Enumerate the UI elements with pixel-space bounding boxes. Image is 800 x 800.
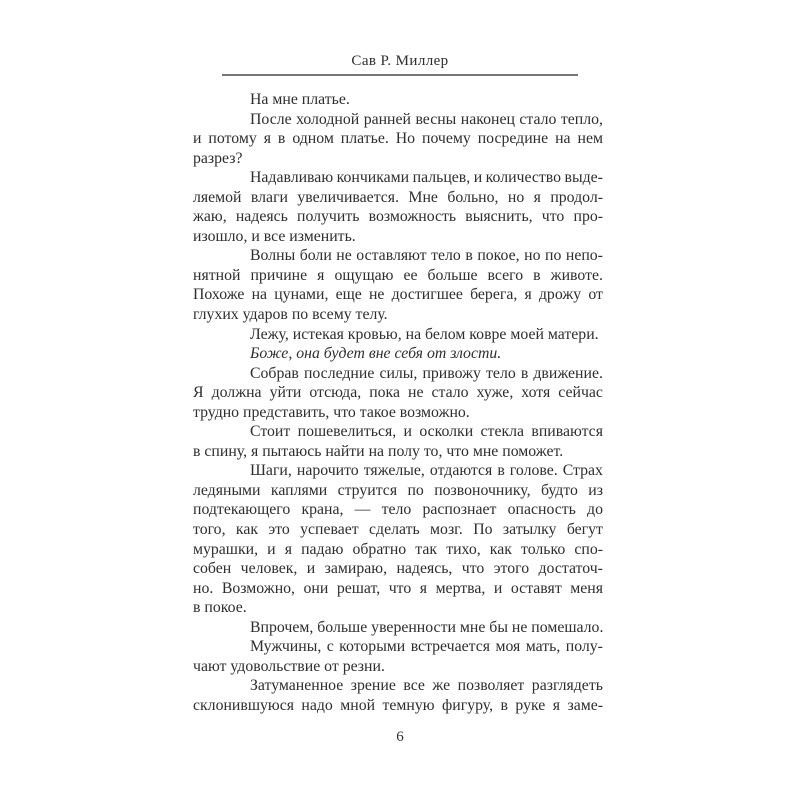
text-line: жаю, надеясь получить возможность выяснить, что про-	[193, 208, 603, 226]
text-line: нятной причине я ощущаю ее больше всего в животе.	[193, 266, 603, 284]
page-text	[193, 90, 603, 716]
text-line: ляемой влаги увеличивается. Мне больно, но я продол-	[193, 188, 603, 206]
header-rule-divider	[222, 74, 578, 76]
text-line: Затуманенное зрение все же позволяет разглядеть	[250, 677, 603, 695]
text-line: Шаги, нарочито тяжелые, отдаются в голове. Страх	[250, 462, 603, 480]
text-line: трудно представить, что такое возможно.	[193, 403, 470, 421]
text-line: мурашки, и я падаю обратно так тихо, как только спо-	[193, 540, 603, 558]
text-line: Похоже на цунами, еще не достигшее берега, я дрожу от	[193, 286, 603, 304]
text-line: Я должна уйти отсюда, пока не стало хуже, хотя сейчас	[193, 384, 603, 402]
text-line: того, как это успевает сделать мозг. По затылку бегут	[193, 521, 603, 539]
page-number: 6	[396, 729, 404, 745]
running-header: Сав Р. Миллер	[351, 53, 449, 69]
text-line: Лежу, истекая кровью, на белом ковре моей матери.	[250, 325, 599, 343]
text-line: Впрочем, больше уверенности мне бы не помешало.	[250, 618, 604, 636]
text-line: На мне платье.	[250, 91, 350, 108]
text-line: разрез?	[193, 149, 243, 167]
text-line: Волны боли не оставляют тело в покое, но по непо-	[250, 247, 603, 265]
text-line: Собрав последние силы, привожу тело в движение.	[250, 364, 603, 382]
text-line: в спину, я пытаюсь найти на полу то, что мне поможет.	[193, 442, 564, 460]
text-line: Боже, она будет вне себя от злости.	[250, 345, 502, 363]
text-line: После холодной ранней весны наконец стало тепло,	[250, 110, 603, 128]
text-line: Стоит пошевелиться, и осколки стекла впиваются	[250, 423, 603, 441]
text-line: склонившуюся надо мной темную фигуру, в руке я заме-	[193, 696, 603, 714]
text-line: собен человек, и замираю, надеясь, что этого достаточ-	[193, 560, 603, 578]
text-line: Надавливаю кончиками пальцев, и количество выде-	[250, 169, 603, 187]
text-line: но. Возможно, они решат, что я мертва, и оставят меня	[193, 579, 603, 597]
text-line: глухих ударов по всему телу.	[193, 306, 388, 324]
text-line: ледяными каплями струится по позвоночнику, будто из	[193, 481, 603, 499]
text-line: и потому я в одном платье. Но почему посредине на нем	[193, 130, 603, 148]
text-line: чают удовольствие от резни.	[193, 657, 385, 675]
text-line: в покое.	[193, 599, 247, 617]
text-line: Мужчины, с которыми встречается моя мать, полу-	[250, 638, 603, 656]
text-line: изошло, и все изменить.	[193, 227, 356, 245]
text-line: подтекающего крана, — тело распознает опасность до	[193, 501, 603, 519]
